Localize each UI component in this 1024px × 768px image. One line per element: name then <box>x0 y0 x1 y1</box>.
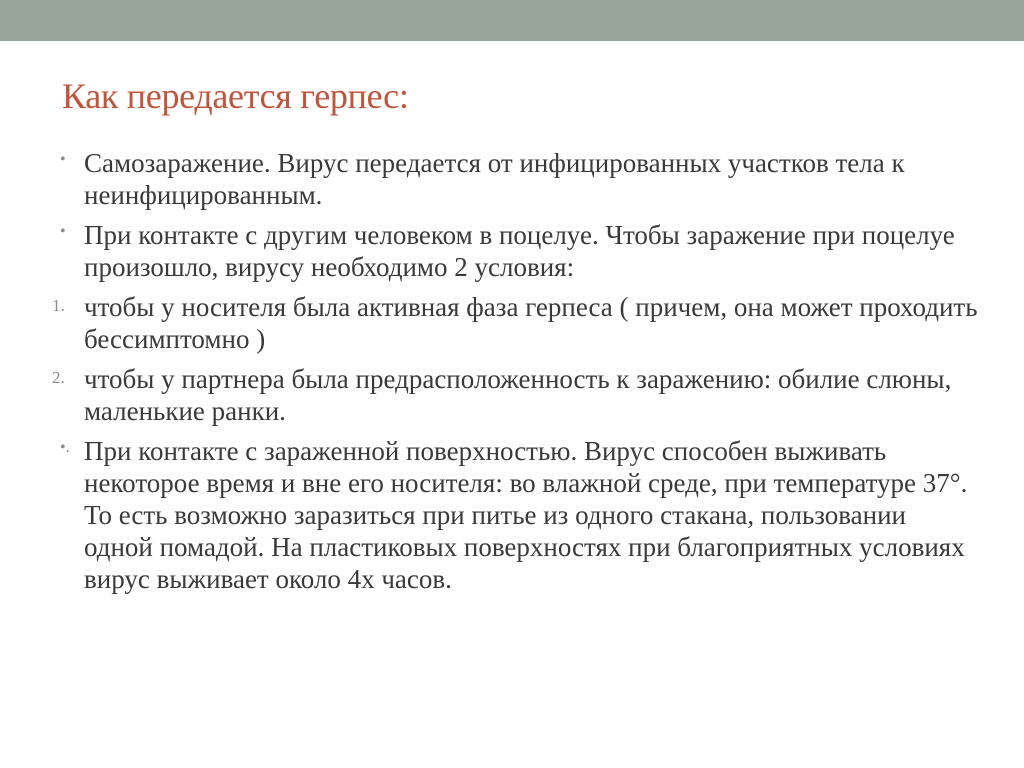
list-item <box>52 363 980 427</box>
slide-title: Как передается герпес: <box>62 76 409 116</box>
number-marker: 2. <box>52 368 65 387</box>
list-item-text: чтобы у партнера была предрасположенность к заражению: обилие слюны, маленькие ранки. <box>84 364 952 426</box>
top-bar <box>0 0 1024 41</box>
list-item <box>60 147 980 211</box>
number-marker: 1. <box>52 296 65 315</box>
bullet-marker: • <box>60 223 66 240</box>
bullet-marker: •. <box>60 439 70 456</box>
list-item <box>60 435 980 595</box>
list-item-text: чтобы у носителя была активная фаза герпеса ( причем, она может проходить бессимптомно ) <box>84 292 978 354</box>
bullet-list <box>52 147 980 603</box>
bullet-marker: • <box>60 151 66 168</box>
list-item <box>52 291 980 355</box>
list-item <box>60 219 980 283</box>
list-item-text: При контакте с другим человеком в поцелуе. Чтобы заражение при поцелуе произошло, вирусу необходимо 2 условия: <box>84 220 955 282</box>
list-item-text: При контакте с зараженной поверхностью. Вирус способен выживать некоторое время и вне его носителя: во влажной среде, при температуре 37°. То есть возможно заразиться при питье из одного стакана, пользовании одной помадой. На пластиковых поверхностях при благоприятных условиях вирус выживает около 4х часов. <box>84 436 968 594</box>
list-item-text: Самозаражение. Вирус передается от инфицированных участков тела к неинфицированным. <box>84 148 905 210</box>
